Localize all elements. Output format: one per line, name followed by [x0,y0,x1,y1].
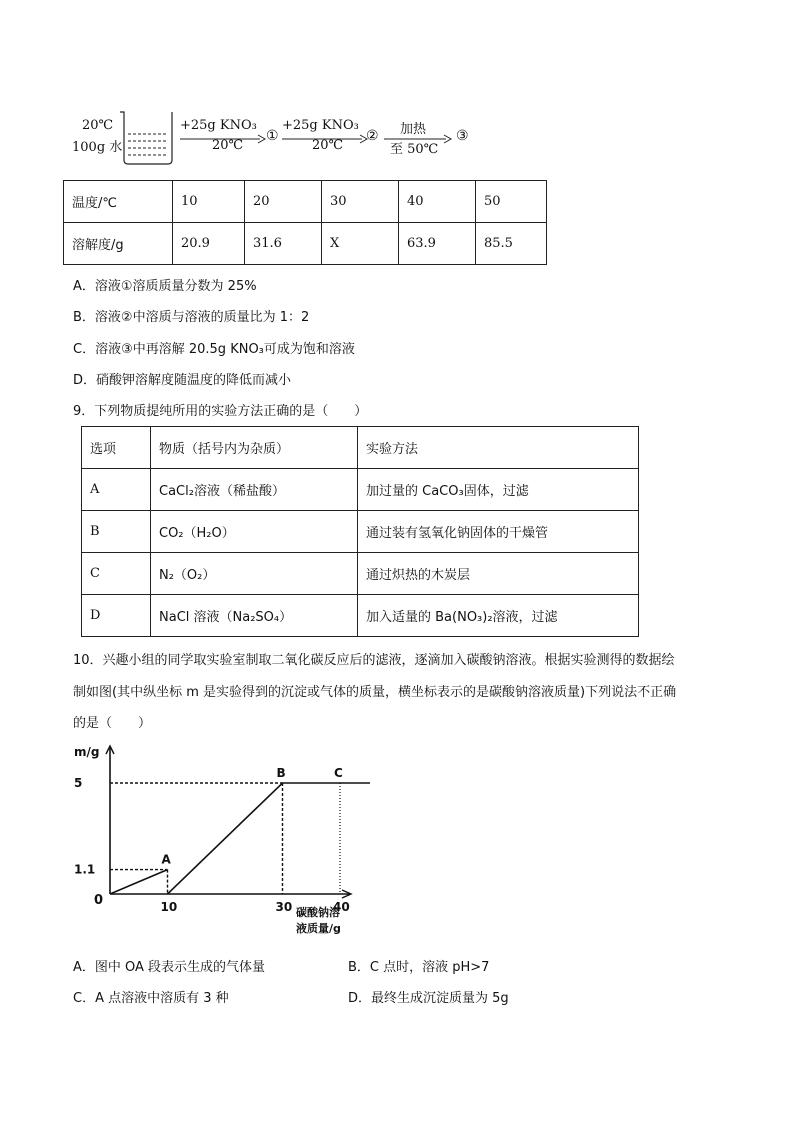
point-label-b: B [276,766,286,780]
q10-option-c: C．A 点溶液中溶质有 3 种 [73,991,229,1006]
q10-stem-line2: 制如图(其中纵坐标 m 是实验得到的沉淀或气体的质量，横坐标表示的是碳酸钠溶液质量)下列说法不正确 [73,685,677,700]
x-tick-label: 40 [333,900,350,914]
table-header: 选项 [82,427,151,469]
table-cell: X [322,223,399,265]
table-cell: 加入适量的 Ba(NO₃)₂溶液，过滤 [358,595,639,637]
q10-chart [70,740,370,940]
table-cell: C [82,553,151,595]
table-row [82,427,639,469]
point-label-c: C [334,766,343,780]
table-cell: B [82,511,151,553]
series-line-gas [110,870,168,894]
table-cell: CO₂（H₂O） [151,511,358,553]
table-cell: NaCl 溶液（Na₂SO₄） [151,595,358,637]
table-cell: 40 [399,181,476,223]
q10-option-d: D．最终生成沉淀质量为 5g [348,991,509,1006]
q8-option-d: D．硝酸钾溶解度随温度的降低而减小 [73,373,292,388]
flow-water-label: 100g 水 [72,140,123,155]
flow-step1-bottom: 20℃ [212,138,244,153]
q8-option-b: B．溶液②中溶质与溶液的质量比为 1：2 [73,310,310,325]
table-row [64,223,547,265]
table-header: 实验方法 [358,427,639,469]
flow-step1-top: +25g KNO₃ [180,118,257,133]
table-cell: 50 [476,181,547,223]
table-cell: 加过量的 CaCO₃固体，过滤 [358,469,639,511]
table-cell: 溶解度/g [64,223,173,265]
table-row [82,553,639,595]
q8-flow-diagram [40,108,500,168]
flow-step2-top: +25g KNO₃ [282,118,359,133]
table-cell: 20 [245,181,322,223]
flow-node2: ② [366,128,379,144]
x-tick-label: 30 [275,900,293,914]
q9-stem: 9．下列物质提纯所用的实验方法正确的是（ ） [73,404,368,419]
y-tick-label: 5 [74,776,83,790]
y-axis-label: m/g [74,745,100,759]
table-header: 物质（括号内为杂质） [151,427,358,469]
table-cell: 10 [173,181,245,223]
q8-option-a: A．溶液①溶质质量分数为 25% [73,279,257,294]
table-cell: D [82,595,151,637]
table-row [82,469,639,511]
table-row [82,511,639,553]
solubility-table [63,180,547,265]
flow-node1: ① [266,128,279,144]
q10-stem-line1: 10．兴趣小组的同学取实验室制取二氧化碳反应后的滤液，逐滴加入碳酸钠溶液。根据实验测得的数据绘 [73,653,675,668]
table-cell: A [82,469,151,511]
origin-label: 0 [94,893,104,908]
table-cell: 31.6 [245,223,322,265]
table-row [64,181,547,223]
table-cell: 85.5 [476,223,547,265]
table-cell: 通过装有氢氧化钠固体的干燥管 [358,511,639,553]
series-line-precipitate [168,783,371,894]
flow-step3-top: 加热 [400,122,427,137]
table-cell: 通过炽热的木炭层 [358,553,639,595]
table-cell: 30 [322,181,399,223]
flow-step3-bottom: 至 50℃ [390,142,439,157]
q10-option-b: B．C 点时，溶液 pH>7 [348,960,490,975]
y-tick-label: 1.1 [74,862,96,877]
flow-node3: ③ [456,128,469,144]
table-cell: 20.9 [173,223,245,265]
beaker-icon [118,108,178,168]
x-axis-label-line2: 液质量/g [296,922,341,935]
table-row [82,595,639,637]
table-cell: 温度/℃ [64,181,173,223]
point-label-a: A [161,852,171,867]
flow-step2-bottom: 20℃ [312,138,344,153]
table-cell: N₂（O₂） [151,553,358,595]
q10-option-a: A．图中 OA 段表示生成的气体量 [73,960,266,975]
q10-stem-line3: 的是（ ） [73,716,152,731]
x-tick-label: 10 [160,900,178,914]
q8-option-c: C．溶液③中再溶解 20.5g KNO₃可成为饱和溶液 [73,342,355,357]
q9-table [81,426,639,637]
x-axis-label-line1: 碳酸钠溶 [296,906,340,919]
flow-temp-label: 20℃ [82,118,114,133]
table-cell: CaCl₂溶液（稀盐酸） [151,469,358,511]
table-cell: 63.9 [399,223,476,265]
